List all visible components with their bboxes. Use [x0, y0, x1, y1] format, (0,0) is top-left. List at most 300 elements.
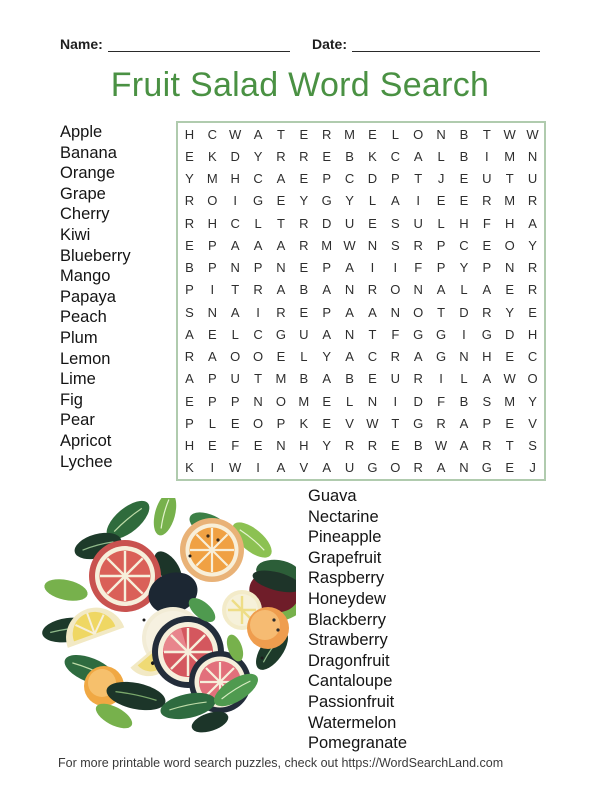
grid-cell: R: [276, 148, 286, 164]
footer-text: For more printable word search puzzles, check out: [58, 756, 342, 770]
grid-cell: E: [185, 393, 194, 409]
grid-cell: Y: [528, 237, 537, 253]
word-item: Cantaloupe: [308, 672, 393, 691]
grid-cell: P: [230, 393, 240, 409]
grid-cell: N: [390, 304, 400, 320]
grid-cell: O: [253, 349, 264, 365]
grid-cell: P: [322, 304, 332, 320]
grid-cell: W: [366, 415, 379, 431]
grid-cell: R: [299, 237, 309, 253]
grid-cell: B: [299, 282, 309, 298]
grid-cell: F: [482, 215, 491, 231]
grid-cell: I: [210, 282, 215, 298]
word-item: Lime: [60, 370, 96, 389]
grid-cell: R: [184, 349, 195, 365]
word-item: Banana: [60, 143, 117, 162]
grid-cell: E: [459, 171, 469, 187]
grid-cell: R: [184, 215, 195, 231]
grid-cell: R: [482, 193, 492, 209]
grid-cell: W: [229, 460, 242, 476]
grid-cell: P: [390, 171, 400, 187]
page-title: Fruit Salad Word Search: [110, 66, 490, 104]
grid-cell: O: [207, 193, 218, 209]
grid-cell: O: [390, 282, 401, 298]
grid-cell: E: [185, 148, 194, 164]
grid-cell: T: [276, 215, 285, 231]
grid-cell: M: [275, 371, 287, 387]
grid-cell: R: [482, 438, 492, 454]
grid-cell: A: [345, 349, 354, 365]
word-item: Watermelon: [308, 713, 397, 732]
grid-cell: S: [185, 304, 194, 320]
word-item: Raspberry: [308, 569, 385, 588]
grid-cell: A: [276, 460, 286, 476]
grid-cell: N: [207, 304, 217, 320]
grid-cell: I: [485, 148, 489, 164]
word-item: Lemon: [60, 349, 111, 368]
grid-cell: B: [299, 371, 309, 387]
grid-cell: A: [436, 460, 446, 476]
grid-cell: E: [482, 237, 492, 253]
grid-cell: P: [207, 260, 217, 276]
grid-cell: D: [504, 326, 515, 342]
grid-cell: A: [322, 371, 332, 387]
grid-cell: L: [300, 349, 308, 365]
grid-cell: I: [233, 193, 237, 209]
grid-cell: T: [414, 171, 423, 187]
grid-cell: M: [206, 171, 218, 187]
grid-cell: A: [482, 282, 492, 298]
grid-cell: M: [504, 148, 516, 164]
footer-url[interactable]: https://WordSearchLand.com: [341, 756, 504, 770]
grid-cell: G: [436, 326, 447, 342]
grid-cell: M: [504, 193, 516, 209]
grid-cell: P: [436, 237, 446, 253]
grid-cell: E: [505, 349, 515, 365]
grid-cell: P: [207, 371, 217, 387]
grid-cell: M: [504, 393, 516, 409]
grid-cell: U: [527, 171, 538, 187]
grid-cell: E: [390, 438, 400, 454]
grid-cell: L: [254, 215, 262, 231]
grid-cell: A: [413, 349, 423, 365]
grid-cell: Y: [185, 171, 194, 187]
grid-cell: L: [391, 126, 399, 142]
grid-cell: R: [367, 282, 378, 298]
grid-cell: N: [459, 460, 469, 476]
grid-cell: O: [413, 126, 424, 142]
word-item: Grapefruit: [308, 548, 382, 567]
grid-cell: N: [413, 282, 423, 298]
date-field: [312, 36, 540, 52]
grid-cell: D: [230, 148, 240, 164]
grid-cell: R: [413, 237, 423, 253]
grid-cell: E: [368, 215, 377, 231]
word-item: Plum: [60, 328, 98, 347]
grid-cell: E: [230, 415, 240, 431]
grid-cell: A: [276, 282, 286, 298]
grid-cell: C: [253, 171, 263, 187]
grid-cell: N: [230, 260, 240, 276]
grid-cell: P: [436, 260, 446, 276]
grid-cell: K: [185, 460, 194, 476]
grid-cell: D: [413, 393, 423, 409]
grid-cell: E: [505, 282, 515, 298]
grid-cell: Y: [345, 193, 354, 209]
grid-cell: N: [367, 393, 378, 409]
grid-cell: E: [299, 126, 309, 142]
grid-cell: E: [322, 148, 332, 164]
grid-cell: D: [459, 304, 469, 320]
grid-cell: O: [413, 304, 424, 320]
grid-cell: R: [527, 193, 538, 209]
grid-cell: R: [184, 193, 195, 209]
grid-cell: C: [207, 126, 217, 142]
grid-cell: O: [253, 415, 264, 431]
grid-cell: A: [276, 237, 286, 253]
grid-cell: O: [527, 371, 538, 387]
grid-cell: U: [413, 215, 423, 231]
grid-cell: T: [276, 126, 285, 142]
grid-cell: G: [481, 326, 492, 342]
grid-cell: I: [416, 193, 420, 209]
word-item: Honeydew: [308, 589, 386, 608]
date-label: Date:: [312, 36, 348, 52]
grid-cell: R: [413, 460, 423, 476]
grid-cell: V: [299, 460, 309, 476]
grid-cell: S: [528, 438, 537, 454]
word-item: Guava: [308, 487, 357, 505]
grid-cell: K: [207, 148, 217, 164]
grid-cell: W: [434, 438, 448, 454]
grid-cell: C: [390, 148, 400, 164]
grid-cell: G: [253, 193, 264, 209]
grid-cell: E: [299, 260, 309, 276]
grid-cell: M: [298, 393, 310, 409]
word-item: Fig: [60, 390, 83, 409]
grid-cell: G: [321, 193, 332, 209]
grid-cell: E: [528, 304, 537, 320]
grid-cell: C: [253, 326, 263, 342]
grid-cell: I: [439, 371, 443, 387]
grid-cell: O: [504, 237, 515, 253]
grid-cell: A: [207, 349, 217, 365]
grid-cell: L: [437, 148, 445, 164]
grid-cell: I: [210, 460, 215, 476]
grid-cell: I: [393, 393, 398, 409]
grid-cell: L: [437, 215, 445, 231]
word-item: Apple: [60, 123, 103, 141]
grid-cell: E: [276, 193, 286, 209]
grid-cell: A: [322, 460, 332, 476]
name-label: Name:: [60, 36, 103, 52]
footer: [58, 756, 503, 770]
grid-cell: R: [482, 304, 492, 320]
word-item: Orange: [60, 164, 116, 183]
grid-cell: I: [256, 304, 260, 320]
grid-cell: A: [253, 237, 263, 253]
grid-cell: N: [527, 148, 538, 164]
grid-cell: T: [505, 171, 514, 187]
grid-cell: N: [344, 326, 355, 342]
word-item: Dragonfruit: [308, 651, 390, 670]
word-item: Cherry: [60, 205, 110, 224]
grid-cell: A: [482, 371, 492, 387]
grid-cell: A: [459, 438, 469, 454]
date-fill-line: [352, 36, 540, 52]
grid-cell: U: [482, 171, 492, 187]
word-item: Lychee: [60, 452, 113, 471]
grid-cell: H: [527, 326, 538, 342]
grid-cell: I: [370, 260, 375, 276]
grid-cell: J: [437, 171, 445, 187]
grid-cell: H: [299, 438, 309, 454]
grid-cell: E: [207, 326, 217, 342]
grid-cell: A: [436, 282, 446, 298]
grid-cell: R: [253, 282, 263, 298]
grid-cell: B: [345, 148, 354, 164]
grid-cell: H: [504, 215, 515, 231]
grid-cell: C: [459, 237, 469, 253]
grid-cell: N: [276, 438, 286, 454]
grid-cell: I: [256, 460, 260, 476]
grid-cell: Y: [528, 393, 537, 409]
grid-cell: N: [344, 282, 355, 298]
grid-cell: R: [436, 415, 446, 431]
grid-cell: R: [321, 126, 332, 142]
grid-cell: H: [184, 438, 195, 454]
grid-cell: C: [527, 349, 538, 365]
grid-cell: H: [207, 215, 217, 231]
grid-cell: Y: [459, 260, 469, 276]
grid-cell: B: [413, 438, 423, 454]
word-list-bottom: [308, 486, 407, 754]
grid-cell: U: [344, 460, 355, 476]
grid-cell: T: [437, 304, 446, 320]
grid-cell: Y: [322, 438, 332, 454]
grid-cell: B: [459, 393, 469, 409]
grid-cell: D: [321, 215, 332, 231]
grid-cell: R: [299, 148, 309, 164]
grid-cell: W: [526, 126, 539, 142]
grid-cell: I: [393, 260, 398, 276]
grid-cell: T: [505, 438, 514, 454]
grid-cell: A: [276, 171, 286, 187]
grid-cell: U: [299, 326, 309, 342]
grid-cell: A: [230, 237, 240, 253]
grid-cell: E: [185, 237, 194, 253]
grid-cell: C: [344, 171, 355, 187]
grid-cell: U: [344, 215, 355, 231]
grid-cell: N: [459, 349, 469, 365]
grid-cell: F: [231, 438, 240, 454]
word-item: Blackberry: [308, 610, 386, 629]
grid-cell: T: [482, 126, 491, 142]
grid-cell: A: [322, 282, 332, 298]
word-item: Strawberry: [308, 631, 388, 650]
grid-cell: U: [390, 371, 400, 387]
grid-cell: Y: [253, 148, 263, 164]
grid-cell: M: [344, 126, 355, 142]
fruit-salad-illustration: [40, 498, 296, 734]
grid-cell: H: [459, 215, 469, 231]
grid-cell: F: [437, 393, 446, 409]
grid-cell: T: [254, 371, 263, 387]
grid-cell: E: [299, 304, 309, 320]
grid-cell: E: [436, 193, 446, 209]
grid-cell: P: [322, 171, 332, 187]
grid-cell: N: [436, 126, 446, 142]
grid-cell: A: [368, 304, 377, 320]
grid-cell: G: [275, 326, 286, 342]
grid-cell: P: [185, 415, 194, 431]
grid-cell: A: [253, 126, 263, 142]
word-item: Pineapple: [308, 528, 382, 547]
word-item: Pomegranate: [308, 734, 408, 753]
grid-cell: R: [344, 438, 355, 454]
grid-cell: P: [322, 260, 332, 276]
word-list-left: [60, 122, 131, 472]
grid-cell: N: [253, 393, 263, 409]
grid-cell: E: [207, 438, 217, 454]
grid-cell: A: [345, 304, 354, 320]
word-item: Pear: [60, 411, 95, 430]
grid-cell: I: [462, 326, 466, 342]
grid-cell: R: [367, 438, 378, 454]
grid-cell: U: [230, 371, 240, 387]
grid-cell: R: [527, 282, 538, 298]
grid-cell: E: [459, 193, 469, 209]
grid-cell: R: [527, 260, 538, 276]
grid-cell: H: [230, 171, 240, 187]
grid-cell: W: [503, 126, 516, 142]
grid-cell: L: [460, 371, 468, 387]
word-item: Blueberry: [60, 246, 131, 265]
grid-cell: N: [367, 237, 378, 253]
word-item: Grape: [60, 184, 106, 203]
word-item: Mango: [60, 267, 111, 286]
grid-cell: G: [413, 326, 424, 342]
grid-cell: V: [528, 415, 537, 431]
grid-cell: K: [368, 148, 377, 164]
grid-cell: S: [390, 237, 400, 253]
grid-cell: G: [413, 415, 424, 431]
grid-cell: S: [482, 393, 492, 409]
word-item: Apricot: [60, 431, 112, 450]
grid-cell: C: [367, 349, 378, 365]
grid-cell: K: [299, 415, 309, 431]
word-item: Nectarine: [308, 507, 379, 526]
name-fill-line: [108, 36, 290, 52]
grid-cell: L: [231, 326, 239, 342]
grid-cell: L: [345, 393, 354, 409]
word-item: Kiwi: [60, 225, 91, 244]
grid-cell: R: [299, 215, 309, 231]
grid-cell: Y: [322, 349, 332, 365]
grid-cell: E: [505, 415, 515, 431]
grid-cell: T: [368, 326, 377, 342]
grid-cell: P: [185, 282, 194, 298]
grid-cell: P: [207, 237, 217, 253]
grid-cell: L: [368, 193, 377, 209]
grid-cell: H: [482, 349, 492, 365]
grid-cell: P: [276, 415, 286, 431]
grid-cell: E: [322, 393, 332, 409]
grid-cell: E: [253, 438, 263, 454]
grid-cell: L: [460, 282, 468, 298]
grid-cell: H: [184, 126, 195, 142]
grid-cell: P: [482, 260, 492, 276]
name-field: [60, 36, 290, 52]
grid-cell: W: [229, 126, 242, 142]
grid-cell: G: [481, 460, 492, 476]
grid-cell: A: [322, 326, 332, 342]
grid-cell: N: [276, 260, 286, 276]
grid-cell: E: [368, 371, 377, 387]
word-item: Passionfruit: [308, 692, 395, 711]
grid-cell: A: [390, 193, 400, 209]
grid-cell: A: [528, 215, 537, 231]
grid-cell: W: [503, 371, 516, 387]
grid-cell: O: [230, 349, 241, 365]
grid-cell: E: [276, 349, 286, 365]
grid-cell: C: [230, 215, 240, 231]
word-grid: [176, 121, 546, 481]
grid-cell: E: [299, 171, 309, 187]
grid-cell: T: [391, 415, 400, 431]
grid-cell: A: [459, 415, 469, 431]
grid-cell: B: [459, 148, 469, 164]
grid-cell: A: [345, 260, 354, 276]
word-item: Peach: [60, 308, 107, 327]
grid-cell: E: [368, 126, 377, 142]
grid-cell: B: [459, 126, 469, 142]
grid-cell: W: [343, 237, 356, 253]
grid-cell: D: [367, 171, 378, 187]
grid-cell: A: [185, 326, 194, 342]
grid-cell: E: [322, 415, 332, 431]
grid-cell: Y: [505, 304, 515, 320]
grid-cell: F: [391, 326, 400, 342]
grid-cell: G: [367, 460, 378, 476]
grid-cell: P: [482, 415, 492, 431]
grid-cell: B: [345, 371, 354, 387]
grid-cell: A: [413, 148, 423, 164]
grid-cell: J: [529, 460, 536, 476]
grid-cell: V: [345, 415, 354, 431]
grid-cell: R: [390, 349, 400, 365]
grid-cell: Y: [299, 193, 309, 209]
grid-cell: R: [413, 371, 423, 387]
grid-cell: O: [390, 460, 401, 476]
grid-cell: P: [253, 260, 263, 276]
grid-cell: F: [414, 260, 423, 276]
grid-cell: P: [207, 393, 217, 409]
grid-cell: S: [390, 215, 400, 231]
grid-cell: N: [504, 260, 515, 276]
grid-cell: A: [185, 371, 194, 387]
grid-cell: B: [185, 260, 194, 276]
grid-cell: T: [231, 282, 240, 298]
word-item: Papaya: [60, 287, 116, 306]
grid-cell: R: [276, 304, 286, 320]
grid-cell: M: [321, 237, 333, 253]
grid-cell: L: [208, 415, 216, 431]
grid-cell: O: [275, 393, 286, 409]
grid-cell: E: [505, 460, 515, 476]
grid-cell: G: [436, 349, 447, 365]
grid-cell: A: [230, 304, 240, 320]
